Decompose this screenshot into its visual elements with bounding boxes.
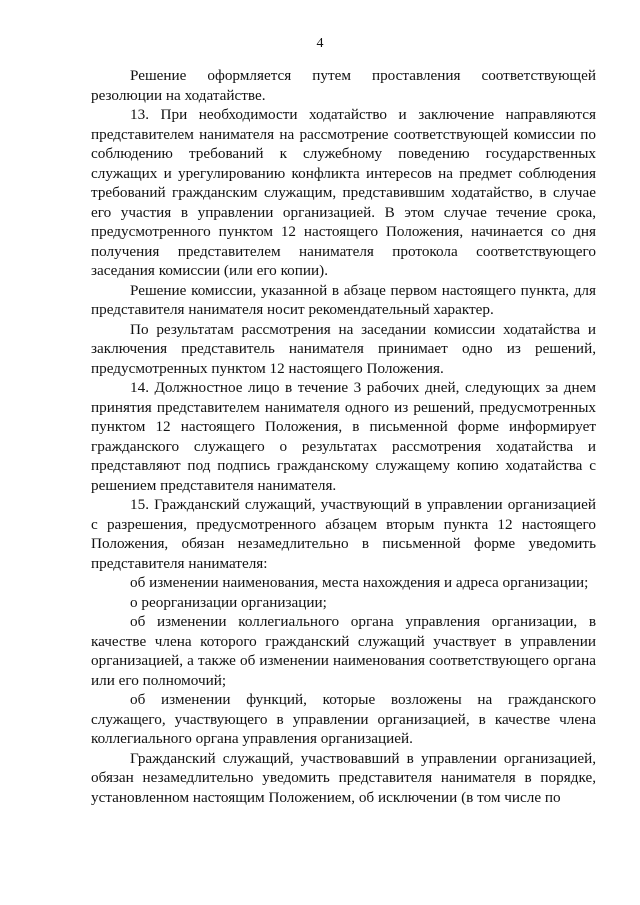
paragraph-commission-decision: Решение комиссии, указанной в абзаце первом настоящего пункта, для представителя нанимателя носит рекомендательный характер. (91, 281, 596, 318)
paragraph-item-14: 14. Должностное лицо в течение 3 рабочих дней, следующих за днем принятия представителем нанимателя одного из решений, предусмотренных пунктом 12 настоящего Положения, в письменной форме информирует гражданского служащего о результатах рассмотрения ходатайства и представляют под подпись гражданскому служащему копию ходатайства с решением представителя нанимателя. (91, 379, 596, 494)
list-item-reorganization: о реорганизации организации; (130, 593, 327, 611)
paragraph-review-results: По результатам рассмотрения на заседании комиссии ходатайства и заключения представитель нанимателя принимает одно из решений, предусмотренных пунктом 12 настоящего Положения. (91, 320, 596, 377)
list-item-collegial-body-change: об изменении коллегиального органа управления организации, в качестве члена которого гражданский служащий участвует в управлении организацией, а также об изменении наименования соответствующего органа или его полномочий; (91, 613, 596, 689)
paragraph-exclusion-notice: Гражданский служащий, участвовавший в управлении организацией, обязан незамедлительно уведомить представителя нанимателя в порядке, установленном настоящим Положением, об исключении (в том числе по (91, 749, 596, 806)
paragraph-item-13: 13. При необходимости ходатайство и заключение направляются представителем нанимателя на рассмотрение соответствующей комиссии по соблюдению требований к служебному поведению государственных служащих и урегулированию конфликта интересов на предмет соблюдения требований гражданским служащим, представившим ходатайство, в случае его участия в управлении организацией. В этом случае течение срока, предусмотренного пунктом 12 настоящего Положения, начинается со дня получения представителем нанимателя протокола соответствующего заседания комиссии (или его копии). (91, 106, 596, 279)
list-item-functions-change: об изменении функций, которые возложены на гражданского служащего, участвующего в управлении организацией, в качестве члена коллегиального органа управления организацией. (91, 691, 596, 747)
page-number: 4 (316, 36, 324, 51)
paragraph-decision-resolution: Решение оформляется путем проставления соответствующей резолюции на ходатайстве. (91, 67, 596, 104)
document-body (91, 66, 596, 807)
paragraph-item-15: 15. Гражданский служащий, участвующий в управлении организацией с разрешения, предусмотренного абзацем вторым пункта 12 настоящего Положения, обязан незамедлительно в письменной форме уведомить представителя нанимателя: (91, 496, 596, 572)
list-item-name-change: об изменении наименования, места нахождения и адреса организации; (130, 574, 589, 591)
